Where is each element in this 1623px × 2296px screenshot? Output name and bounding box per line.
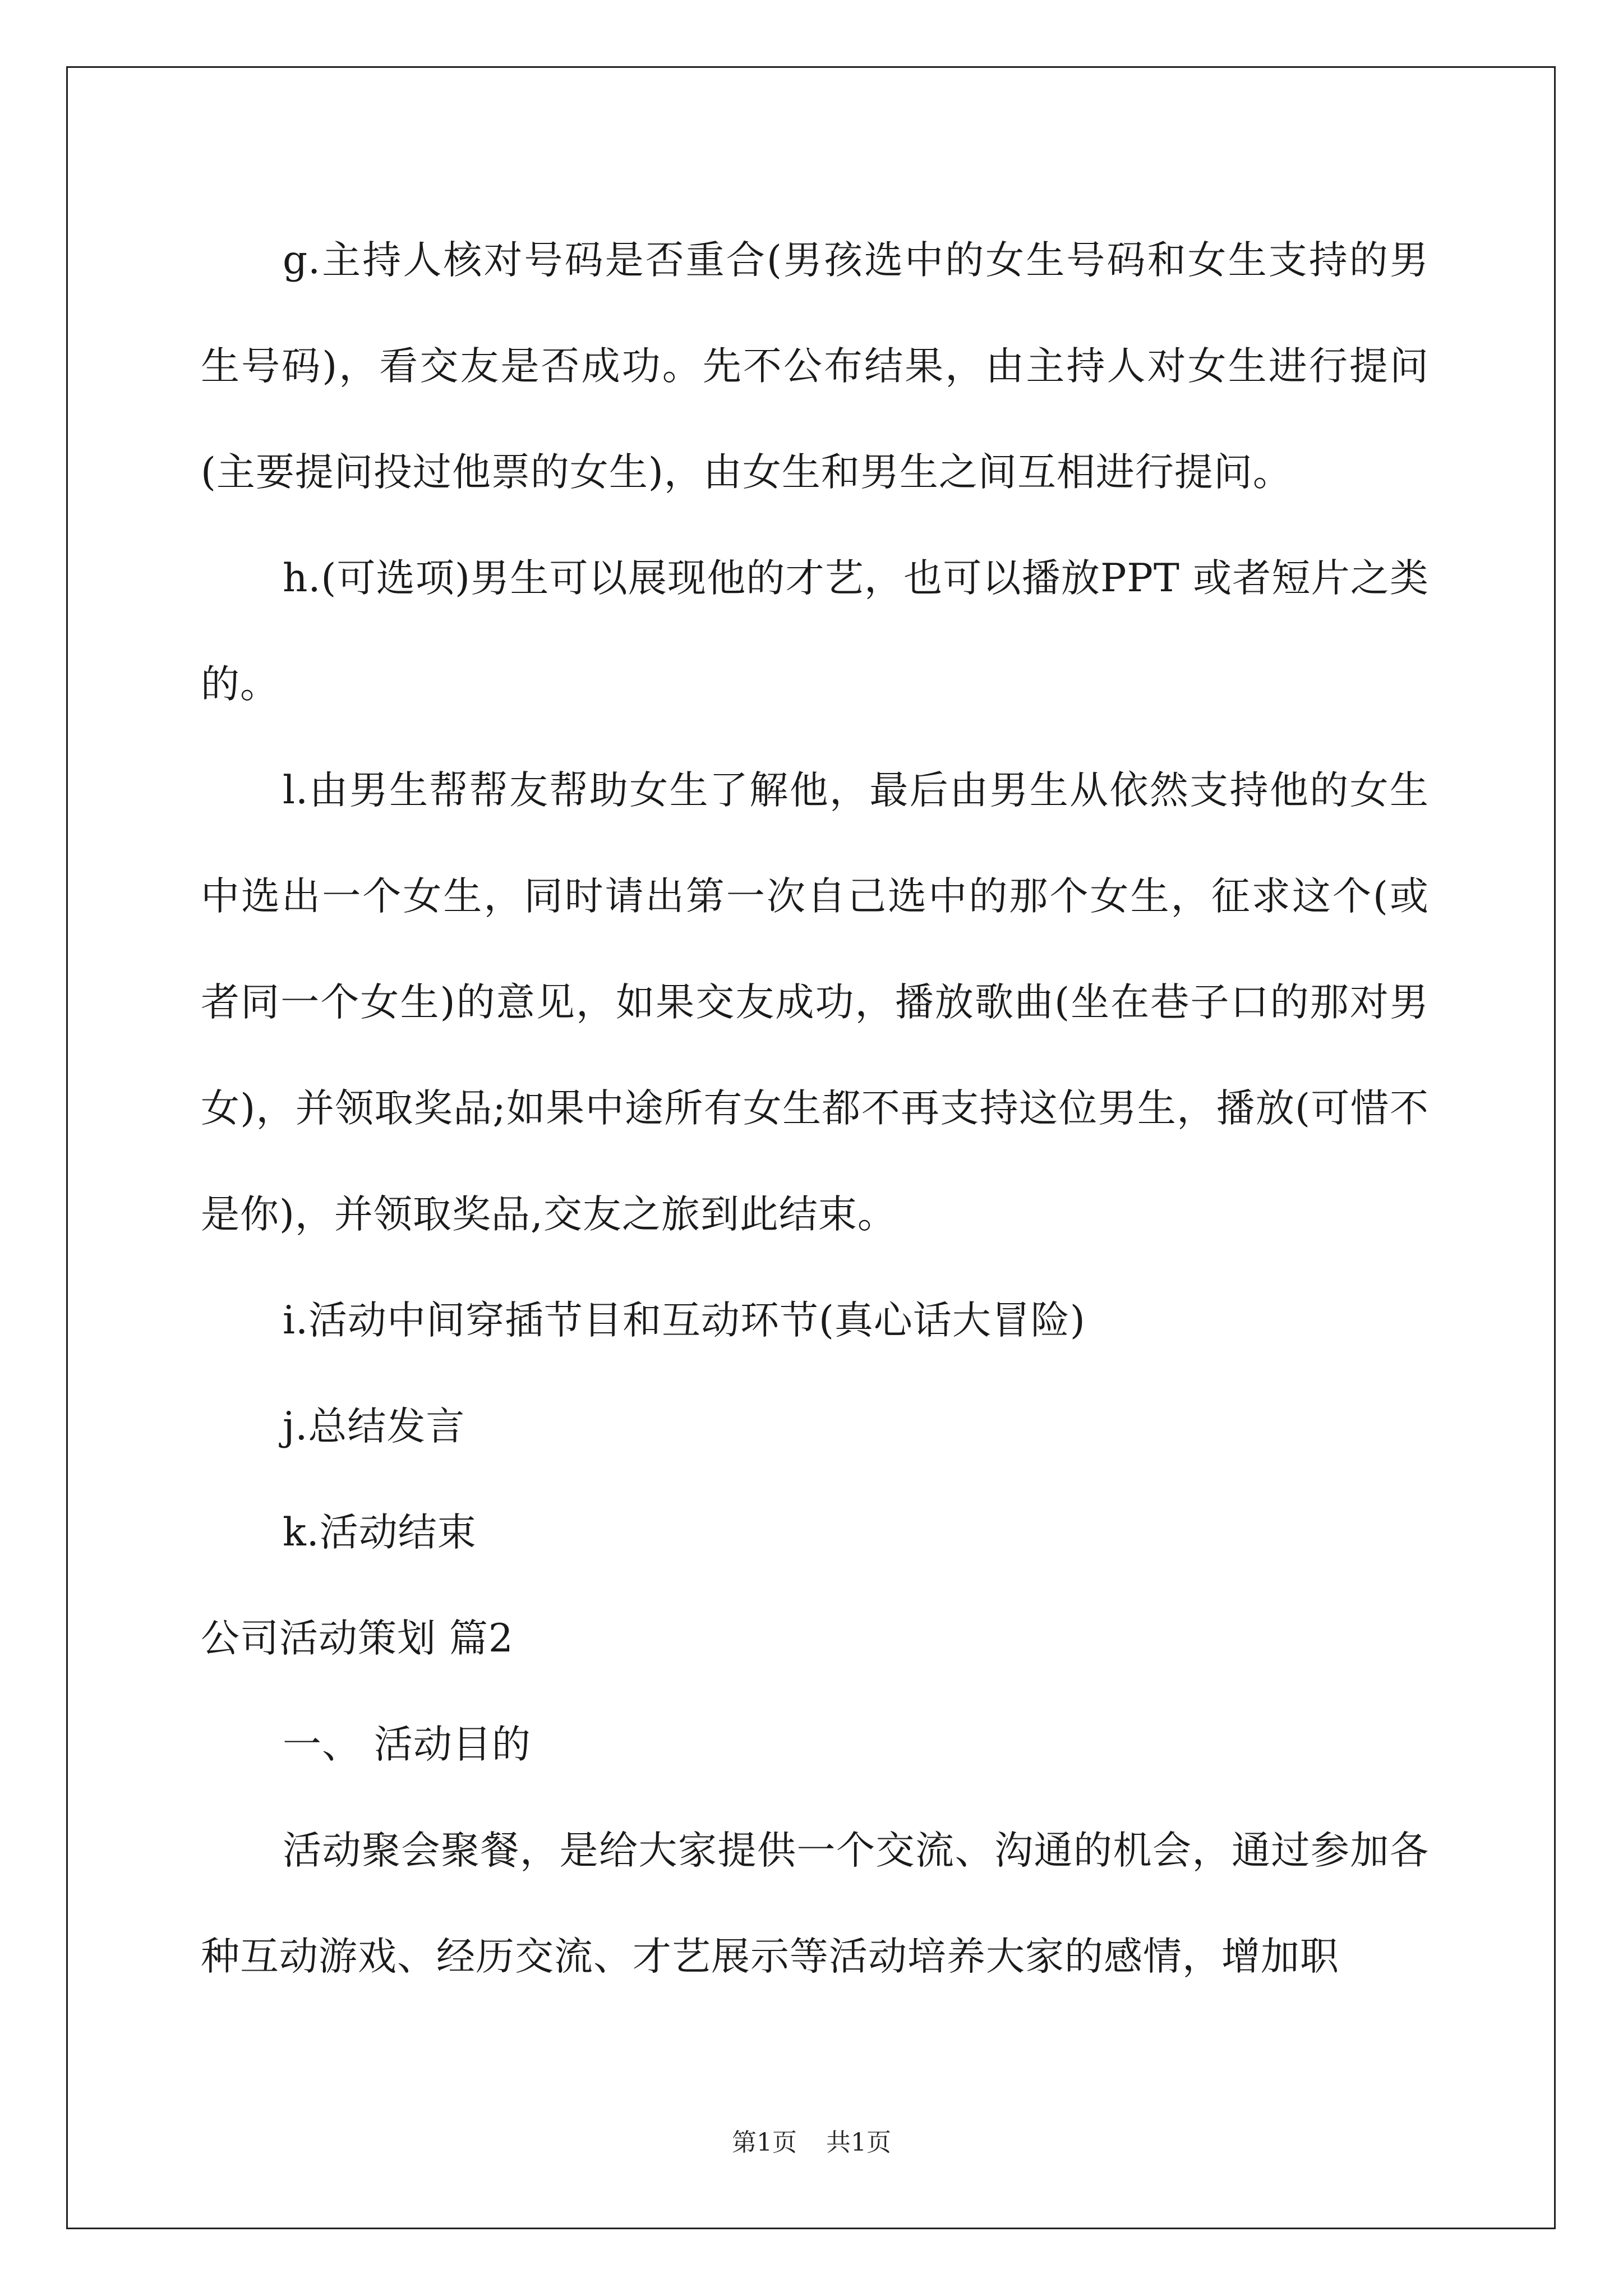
paragraph-k: k.活动结束 — [283, 1510, 477, 1555]
paragraph-i: i.活动中间穿插节目和互动环节(真心话大冒险) — [283, 1298, 1086, 1343]
page-footer — [0, 2126, 1623, 2160]
paragraph-h: h.(可选项)男生可以展现他的才艺，也可以播放PPT 或者短片之类的。 — [201, 556, 1429, 707]
paragraph-l: l.由男生帮帮友帮助女生了解他，最后由男生从依然支持他的女生中选出一个女生，同时请出第一次自己选中的那个女生，征求这个(或者同一个女生)的意见，如果交友成功，播放歌曲(坐在巷子口的那对男女)，并领取奖品;如果中途所有女生都不再支持这位男生，播放(可惜不是你)，并领取奖品,交友之旅到此结束。 — [201, 768, 1429, 1237]
page-number: 第1页 — [732, 2128, 797, 2157]
paragraph-g: g.主持人核对号码是否重合(男孩选中的女生号码和女生支持的男生号码)，看交友是否成功。先不公布结果，由主持人对女生进行提问(主要提问投过他票的女生)，由女生和男生之间互相进行提问。 — [201, 238, 1429, 495]
paragraph-purpose: 活动聚会聚餐，是给大家提供一个交流、沟通的机会，通过参加各种互动游戏、经历交流、才艺展示等活动培养大家的感情，增加职 — [201, 1828, 1429, 1979]
section-heading: 公司活动策划 篇2 — [201, 1616, 514, 1661]
page-total: 共1页 — [826, 2128, 891, 2157]
document-body — [201, 208, 1429, 2010]
paragraph-j: j.总结发言 — [283, 1404, 465, 1449]
subsection-heading: 一、 活动目的 — [283, 1722, 531, 1767]
